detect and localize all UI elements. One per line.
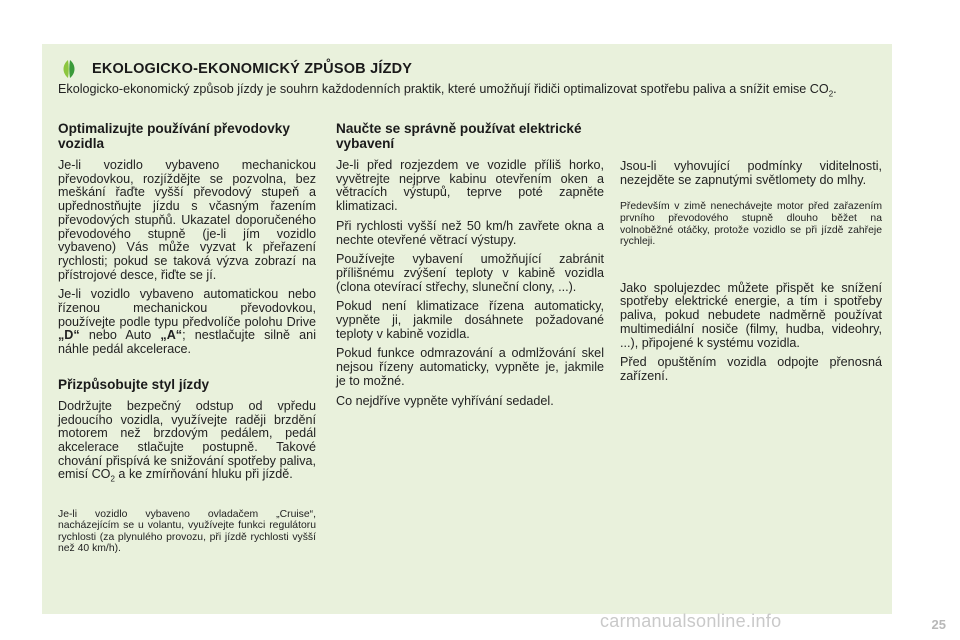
paragraph-manual-gearbox: Je-li vozidlo vybaveno mechanickou převodovkou, rozjíždějte se pozvolna, bez meškání řaďte vyšší převodový stupeň a upřednostňujte jízdu s včasným řazením převodových stupňů. Ukazatel doporučeného převodového stupně (je-li jím vozidlo vybaveno) Vás může vyzvat k přeřazení rychlosti; pokud se taková výzva zobrazí na přístrojové desce, řiďte se jí. (58, 158, 316, 282)
paragraph-automatic-gearbox: Je-li vozidlo vybaveno automatickou nebo řízenou mechanickou převodovkou, používejte podle typu předvolíče polohu Drive „D“ nebo Auto „A“; nestlačujte silně ani náhle pedál akcelerace. (58, 287, 316, 357)
paragraph-sun-blinds: Používejte vybavení umožňující zabránit přílišnému zvýšení teploty v kabině vozidla (clona otevírací střechy, sluneční clony, ...). (336, 252, 604, 294)
column-electrical-equipment (336, 121, 604, 414)
intro-paragraph: Ekologicko-ekonomický způsob jízdy je souhrn každodenních praktik, které umožňují řidiči optimalizovat spotřebu paliva a snížit emise $CO_2$. (58, 82, 837, 99)
page-number: 25 (931, 617, 946, 632)
paragraph-seat-heating: Co nejdříve vypněte vyhřívání sedadel. (336, 393, 554, 408)
paragraph-fog-lights: Jsou-li vyhovující podmínky viditelnosti, nezejděte se zapnutými světlomety do mlhy. (620, 159, 882, 187)
paragraph-air-conditioning: Pokud není klimatizace řízena automaticky, vypněte ji, jakmile dosáhnete požadované teploty v kabině vozidla. (336, 299, 604, 341)
heading-driving-style: Přizpůsobujte styl jízdy (58, 376, 210, 392)
section-header (58, 56, 412, 82)
paragraph-close-windows: Při rychlosti vyšší než 50 km/h zavřete okna a nechte otevřené větrací výstupy. (336, 218, 604, 247)
paragraph-ventilate: Je-li před rozjezdem ve vozidle příliš horko, vyvětrejte nejprve kabinu otevřením oken a větracích výstupů, teprve poté zapněte klimatizaci. (336, 158, 604, 214)
page-title: EKOLOGICKO-EKONOMICKÝ ZPŮSOB JÍZDY (92, 61, 413, 77)
paragraph-disconnect-devices: Před opuštěním vozidla odpojte přenosná zařízení. (620, 355, 882, 383)
note-winter-idle: Především v zimě nenechávejte motor před zařazením prvního převodového stupně dlouho běžet na volnoběžné otáčky, protože vozidlo se při jízdě zahřeje rychleji. (620, 201, 882, 248)
column-lights-and-passenger (620, 160, 882, 390)
paragraph-defrost: Pokud funkce odmrazování a odmlžování skel nejsou řízeny automaticky, vypněte je, jakmile je to možné. (336, 346, 604, 388)
leaf-icon (58, 58, 80, 80)
paragraph-safe-distance: Dodržujte bezpečný odstup od vpředu jedoucího vozidla, využívejte raději brzdění motorem než brzdovým pedálem, pedál akcelerace stlačujte postupně. Takové chování přispívá ke snižování spotřeby paliva, emisí $CO_2$ a ke zmírňování hluku při jízdě. (58, 398, 316, 484)
heading-optimize-transmission: Optimalizujte používání převodovky vozidla (58, 121, 290, 151)
paragraph-passenger-media: Jako spolujezdec můžete přispět ke snížení spotřeby elektrické energie, a tím i spotřeby paliva, pokud nebudete nadměrně používat multimediální nosiče (filmy, hudba, videohry, ...), připojené k systému vozidla. (620, 280, 882, 350)
watermark: carmanualsonline.info (600, 611, 782, 631)
note-cruise-control: Je-li vozidlo vybaveno ovladačem „Cruise“, nacházejícím se u volantu, využívejte funkci regulátoru rychlosti (za plynulého provozu, při jízdě rychlosti vyšší než 40 km/h). (58, 508, 316, 555)
column-transmission-and-style (58, 121, 316, 561)
heading-electrical-equipment: Naučte se správně používat elektrické vybavení (336, 121, 582, 151)
